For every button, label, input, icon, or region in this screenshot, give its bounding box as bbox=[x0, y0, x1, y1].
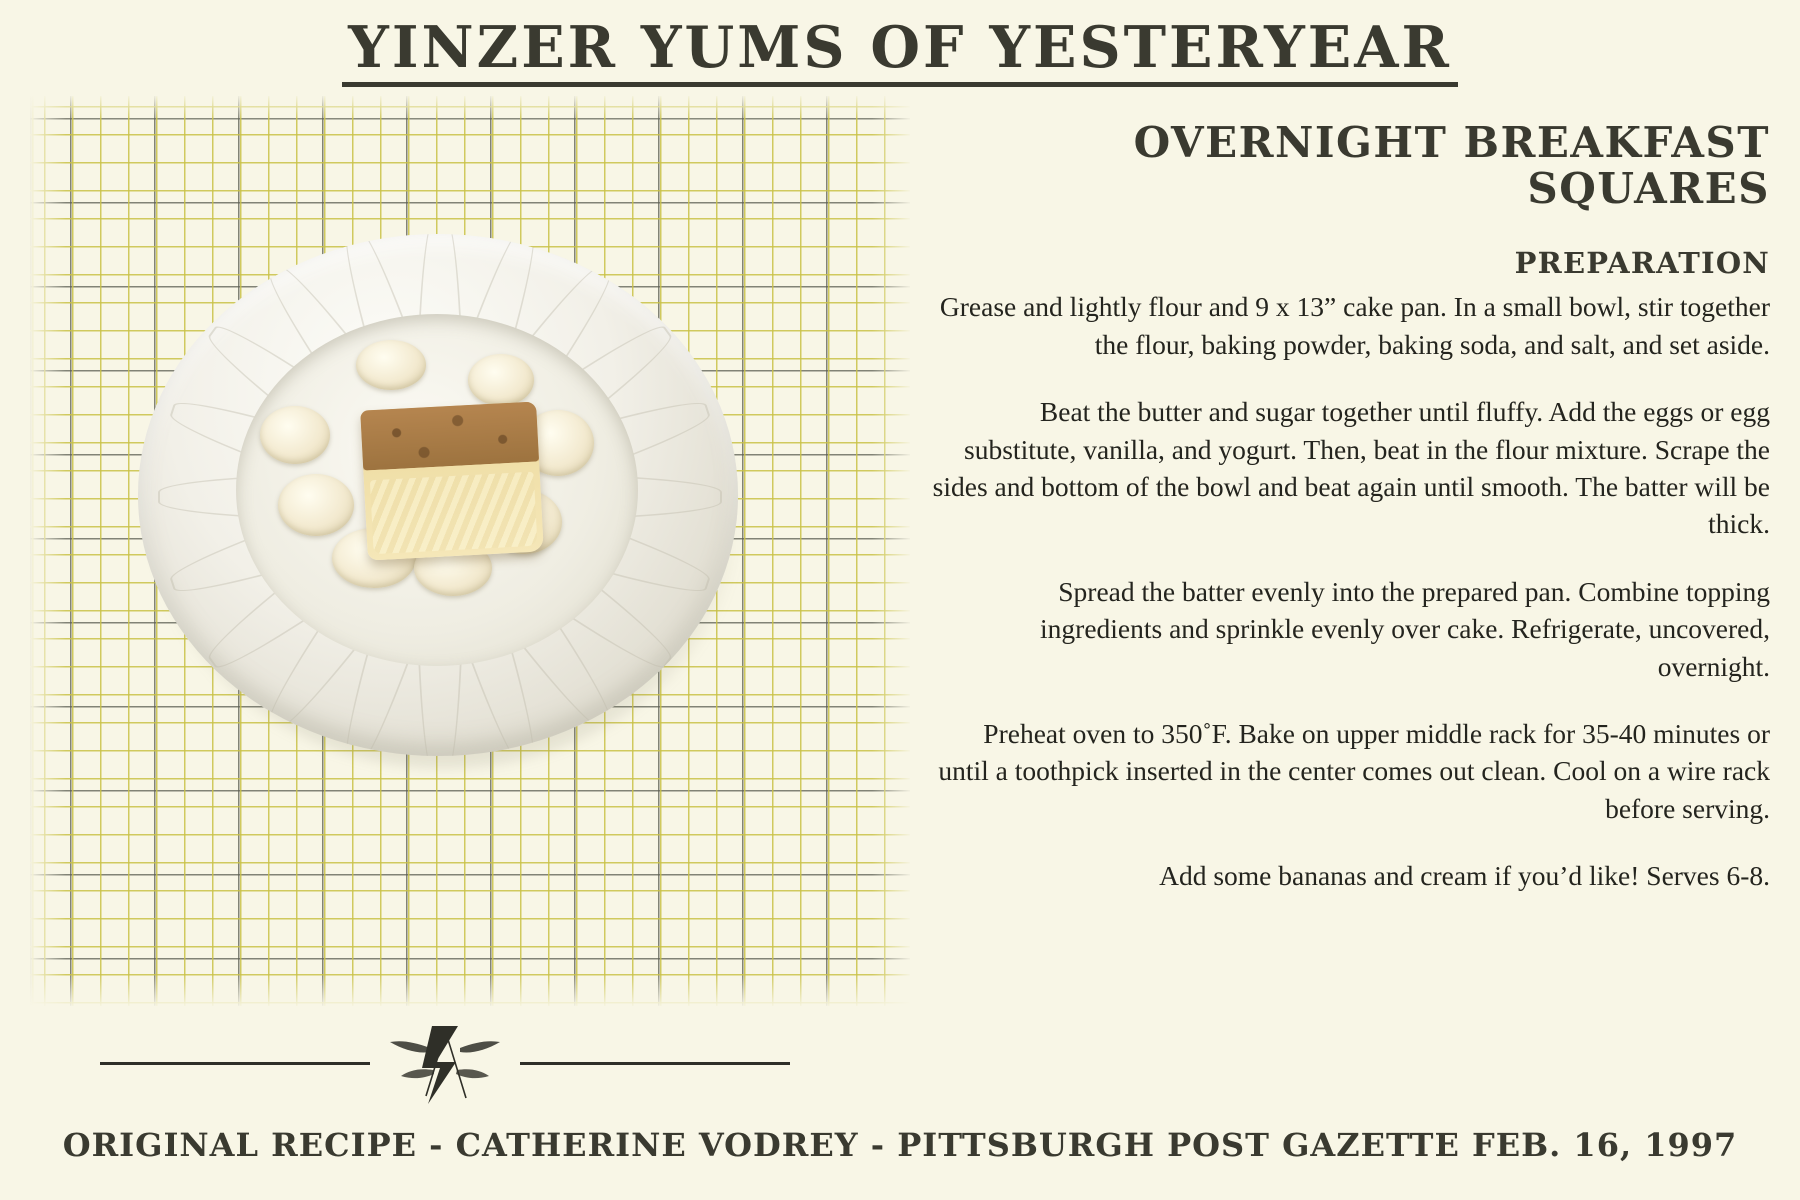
recipe-title: OVERNIGHT BREAKFAST SQUARES bbox=[1133, 118, 1770, 214]
dish-photo bbox=[138, 234, 748, 774]
preparation-step: Add some bananas and cream if you’d like! Serves 6-8. bbox=[1159, 860, 1770, 892]
banana-slice bbox=[356, 340, 426, 390]
leaf-sprig-icon bbox=[370, 1018, 520, 1108]
divider-rule-left bbox=[100, 1062, 370, 1065]
divider-rule-right bbox=[520, 1062, 790, 1065]
plate-well bbox=[236, 314, 638, 666]
preparation-step: Grease and lightly flour and 9 x 13” cake pan. In a small bowl, stir together the flour, baking powder, baking soda, and salt, and set aside. bbox=[939, 291, 1770, 360]
recipe-text-column bbox=[930, 120, 1770, 894]
banana-slice bbox=[468, 354, 534, 406]
crumb-topping bbox=[360, 401, 539, 470]
breakfast-square bbox=[360, 401, 544, 560]
grid-paper-panel bbox=[30, 96, 910, 1006]
preparation-heading: PREPARATION bbox=[1514, 246, 1770, 281]
divider bbox=[100, 1018, 790, 1108]
banana-slice bbox=[278, 474, 354, 536]
source-credit: ORIGINAL RECIPE - CATHERINE VODREY - PITTSBURGH POST GAZETTE FEB. 16, 1997 bbox=[62, 1126, 1738, 1164]
preparation-step: Beat the butter and sugar together until fluffy. Add the eggs or egg substitute, vanilla, and yogurt. Then, beat in the flour mixture. Scrape the sides and bottom of the bowl and beat again until smooth. The batter will be thick. bbox=[932, 396, 1770, 540]
page-title: YINZER YUMS OF YESTERYEAR bbox=[342, 18, 1458, 87]
cake-crumb bbox=[370, 472, 538, 554]
preparation-step: Preheat oven to 350˚F. Bake on upper middle rack for 35-40 minutes or until a toothpick inserted in the center comes out clean. Cool on a wire rack before serving. bbox=[938, 717, 1770, 824]
masthead bbox=[0, 14, 1800, 87]
preparation-step: Spread the batter evenly into the prepared pan. Combine topping ingredients and sprinkle evenly over cake. Refrigerate, uncovered, overnight. bbox=[1040, 575, 1770, 682]
banana-slice bbox=[260, 406, 330, 464]
